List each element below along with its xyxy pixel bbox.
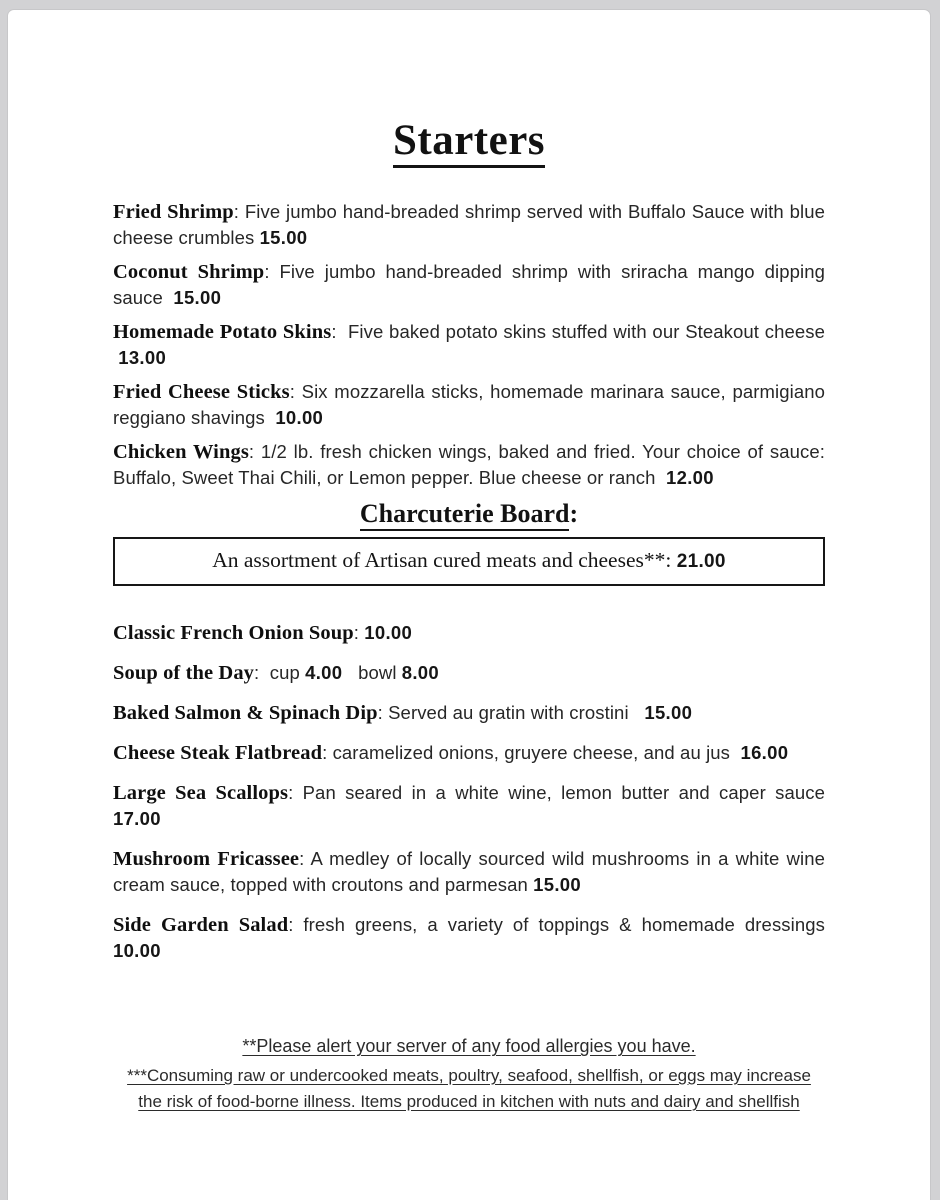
menu-item-name: Coconut Shrimp — [113, 261, 265, 283]
menu-item — [113, 199, 825, 251]
menu-item-description: : Six mozzarella sticks, homemade marinara sauce, parmigiano reggiano shavings — [113, 381, 825, 428]
menu-item-description: : caramelized onions, gruyere cheese, and au jus — [322, 742, 741, 763]
menu-item — [113, 319, 825, 371]
menu-item-description: : A medley of locally sourced wild mushrooms in a white wine cream sauce, topped with croutons and parmesan — [113, 848, 825, 895]
menu-item-price: 10.00 — [113, 940, 161, 961]
menu-item-price: 17.00 — [113, 808, 161, 829]
menu-item-name: Homemade Potato Skins — [113, 321, 332, 343]
menu-item-name: Chicken Wings — [113, 441, 249, 463]
menu-item-name: Fried Shrimp — [113, 201, 234, 223]
advisory-note: ***Consuming raw or undercooked meats, poultry, seafood, shellfish, or eggs may increase the risk of food-borne illness. Items produced in kitchen with nuts and dairy and shellfish — [127, 1066, 811, 1111]
menu-item-name: Baked Salmon & Spinach Dip — [113, 702, 378, 724]
menu-content — [113, 10, 825, 1115]
menu-item-name: Large Sea Scallops — [113, 782, 289, 804]
footnotes — [113, 1036, 825, 1115]
menu-item-description: : Five jumbo hand-breaded shrimp served with Buffalo Sauce with blue cheese crumbles — [113, 201, 825, 248]
menu-item — [113, 846, 825, 898]
menu-page — [7, 9, 931, 1200]
menu-item-price: 15.00 — [259, 227, 308, 248]
menu-item-price: 15.00 — [644, 702, 693, 723]
charcuterie-box — [113, 537, 825, 586]
menu-item — [113, 259, 825, 311]
starters-list — [113, 199, 825, 491]
menu-item-price: 10.00 — [364, 622, 413, 643]
menu-item-price: 12.00 — [666, 467, 714, 488]
charcuterie-heading-colon: : — [569, 499, 579, 528]
menu-item — [113, 379, 825, 431]
menu-item — [113, 740, 825, 766]
charcuterie-heading-text: Charcuterie Board — [360, 499, 570, 531]
menu-item-name: Classic French Onion Soup — [113, 622, 354, 644]
charcuterie-box-text: An assortment of Artisan cured meats and cheeses**: — [212, 548, 677, 572]
menu-item-price: 13.00 — [118, 347, 167, 368]
menu-item-price: 10.00 — [275, 407, 324, 428]
menu-item-price: 4.00 — [305, 662, 343, 683]
menu-item-price: 15.00 — [173, 287, 222, 308]
menu-item-description: : Served au gratin with crostini — [377, 702, 645, 723]
menu-item-description: : 1/2 lb. fresh chicken wings, baked and fried. Your choice of sauce: Buffalo, Sweet Thai Chili, or Lemon pepper. Blue cheese or ranch — [113, 441, 825, 488]
allergy-note: **Please alert your server of any food allergies you have. — [242, 1036, 696, 1056]
menu-item — [113, 660, 825, 686]
menu-item-price: 15.00 — [533, 874, 581, 895]
page-title-text: Starters — [393, 117, 545, 168]
menu-item-name: Cheese Steak Flatbread — [113, 742, 323, 764]
menu-item-description: : — [353, 622, 365, 643]
page-title — [113, 116, 825, 165]
menu-item-description: bowl — [342, 662, 402, 683]
menu-item-description: : fresh greens, a variety of toppings & homemade dressings — [288, 914, 825, 935]
menu-item-price: 16.00 — [740, 742, 789, 763]
menu-item-description: : Five jumbo hand-breaded shrimp with sriracha mango dipping sauce — [113, 261, 825, 308]
menu-item — [113, 780, 825, 832]
menu-item-description: : Pan seared in a white wine, lemon butter and caper sauce — [288, 782, 825, 803]
menu-item-price: 8.00 — [401, 662, 439, 683]
charcuterie-box-price: 21.00 — [676, 551, 726, 572]
menu-item — [113, 700, 825, 726]
menu-item-description: : cup — [254, 662, 306, 683]
menu-item-description: : Five baked potato skins stuffed with our Steakout cheese — [113, 321, 825, 368]
menu-item-name: Side Garden Salad — [113, 914, 289, 936]
menu-item — [113, 620, 825, 646]
appetizers-list — [113, 620, 825, 964]
charcuterie-heading — [113, 499, 825, 529]
menu-item — [113, 912, 825, 964]
menu-item-name: Soup of the Day — [113, 662, 255, 684]
menu-item-name: Fried Cheese Sticks — [113, 381, 290, 403]
menu-item-name: Mushroom Fricassee — [113, 848, 300, 870]
menu-item — [113, 439, 825, 491]
